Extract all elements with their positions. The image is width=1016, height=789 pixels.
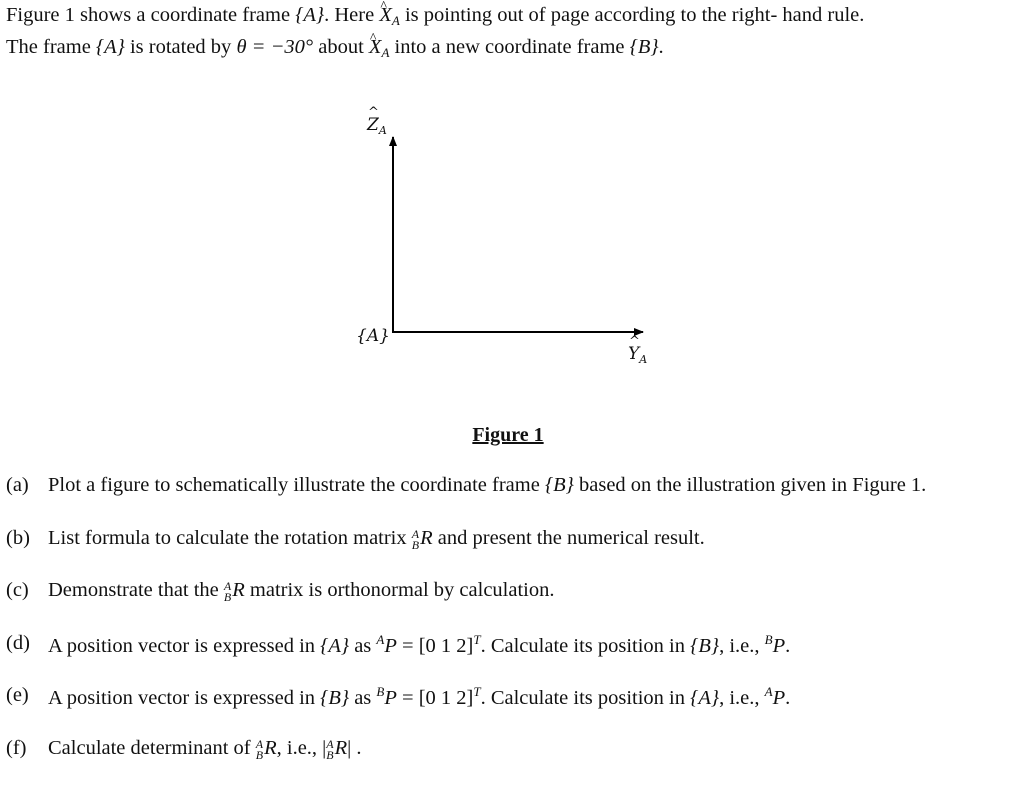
question-text [48,579,554,603]
rotation-index-bottom: B [412,540,419,551]
position-vector-symbol: P [384,687,397,709]
question-text [48,474,926,497]
question-text-part: A position vector is expressed in [48,635,320,657]
rotation-matrix-symbol: R [335,737,348,759]
question-text [48,737,362,761]
axis-subscript: A [379,124,387,137]
vector-value: = [0 1 2] [397,687,473,709]
frame-superscript: A [376,632,384,647]
frame-a-symbol: {A} [96,36,125,58]
question-text-part: , i.e., [719,687,765,709]
question-text [48,684,790,710]
question-a [6,474,1012,527]
rotation-index-bottom: B [326,750,333,761]
rotation-index [256,739,263,761]
rotation-index-top: A [224,581,231,592]
transpose-superscript: T [473,632,480,647]
rotation-index-top: A [256,739,263,750]
z-axis-letter: ^ Z [367,115,379,135]
axis-subscript: A [639,353,647,366]
transpose-superscript: T [473,684,480,699]
frame-a-symbol: {A} [295,4,324,26]
question-e [6,684,1012,737]
intro-text: Figure 1 shows a coordinate frame [6,4,295,26]
rotation-matrix-symbol: R [264,737,277,759]
question-text-part: Demonstrate that the [48,579,224,601]
frame-symbol: {A} [690,687,719,709]
question-text-part: . [785,635,790,657]
question-d [6,632,1012,685]
question-label: (f) [6,737,26,760]
rotation-matrix-symbol: R [420,527,433,549]
frame-symbol: {B} [320,687,349,709]
frame-superscript: B [765,632,773,647]
y-axis-letter: ^ Y [628,344,639,364]
rotation-index [224,581,231,603]
question-text-part: and present the numerical result. [433,527,705,549]
question-text-part: Calculate determinant of [48,737,256,759]
question-label: (a) [6,474,29,497]
position-vector-symbol: P [773,635,786,657]
theta-expression: θ = −30° [236,36,313,58]
question-f [6,737,1012,789]
coordinate-frame-figure [340,100,680,380]
z-axis-label [367,115,387,137]
question-text-part: , i.e., [719,635,765,657]
frame-superscript: A [765,684,773,699]
question-text-part: A position vector is expressed in [48,687,320,709]
intro-text: . Here [324,4,379,26]
question-text-part: based on the illustration given in Figure 1. [574,474,926,496]
rotation-index-bottom: B [224,592,231,603]
question-text-part: . [785,687,790,709]
question-label: (c) [6,579,29,602]
rotation-matrix-symbol: R [232,579,245,601]
y-axis-label [628,344,647,366]
question-text-part: List formula to calculate the rotation matrix [48,527,412,549]
position-vector-symbol: P [384,635,397,657]
rotation-index-bottom: B [256,750,263,761]
question-label: (e) [6,684,29,707]
intro-text: is pointing out of page according to the right- hand rule. [400,4,865,26]
intro-line-1 [6,2,1006,34]
intro-text: The frame [6,36,96,58]
question-text-part: as [349,687,376,709]
rotation-index-top: A [326,739,333,750]
axis-subscript: A [381,45,389,60]
rotation-index-top: A [412,529,419,540]
origin-label: {A} [356,326,390,346]
vector-value: = [0 1 2] [397,635,473,657]
figure-caption: Figure 1 [0,424,1016,447]
position-vector-symbol: P [773,687,786,709]
intro-text: into a new coordinate frame [389,36,629,58]
intro-text: is rotated by [125,36,237,58]
question-text-part: | . [347,737,361,759]
question-label: (b) [6,527,30,550]
intro-line-2 [6,34,1006,66]
x-axis-symbol: ^ X [369,34,382,61]
question-text-part: . Calculate its position in [481,687,691,709]
intro-paragraph [6,2,1006,66]
question-text [48,632,790,658]
frame-symbol: {B} [690,635,719,657]
question-b [6,527,1012,580]
question-list [6,474,1012,789]
question-text-part: matrix is orthonormal by calculation. [245,579,555,601]
question-text [48,527,705,551]
axis-subscript: A [392,13,400,28]
frame-b-symbol: {B} [545,474,574,496]
frame-superscript: B [376,684,384,699]
question-text-part: . Calculate its position in [481,635,691,657]
rotation-index [326,739,333,761]
question-c [6,579,1012,632]
x-axis-symbol: ^ X [379,2,392,29]
question-text-part: , i.e., | [277,737,327,759]
question-text-part: Plot a figure to schematically illustrate the coordinate frame [48,474,545,496]
question-text-part: as [349,635,376,657]
intro-text: about [313,36,369,58]
frame-symbol: {A} [320,635,349,657]
frame-b-symbol: {B} [630,36,659,58]
intro-text: . [659,36,664,58]
question-label: (d) [6,632,30,655]
rotation-index [412,529,419,551]
